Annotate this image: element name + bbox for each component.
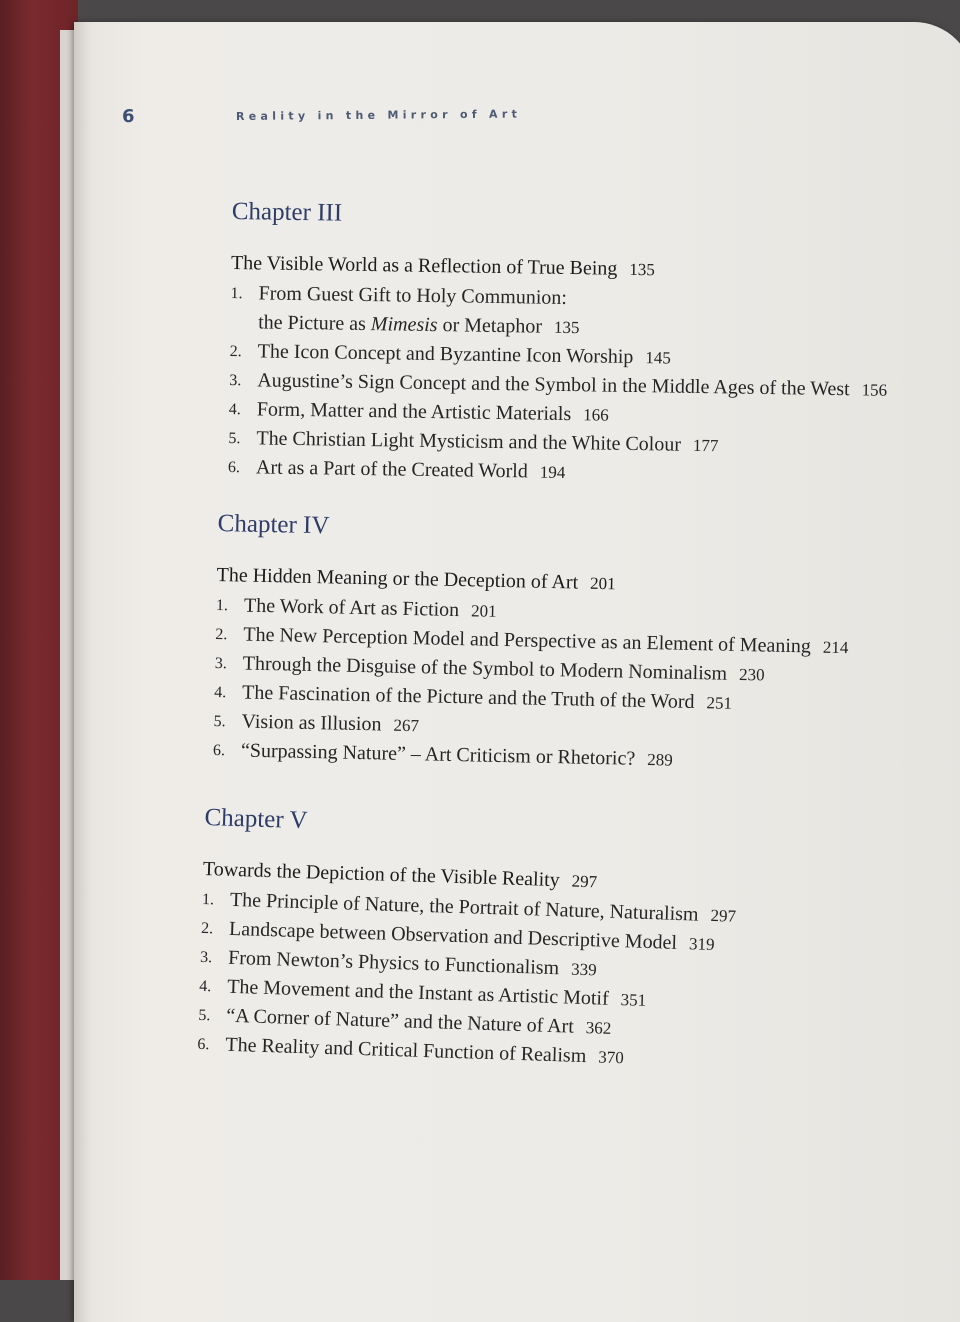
entry-title: Augustine’s Sign Concept and the Symbol in the Middle Ages of the West (257, 369, 850, 401)
entry-number: 5. (213, 712, 226, 731)
entry-list (213, 591, 850, 778)
entry-page: 267 (393, 715, 420, 736)
page-number: 6 (122, 106, 135, 127)
entry-page: 319 (688, 934, 715, 955)
entry-page: 214 (822, 637, 849, 658)
entry-number: 4. (199, 977, 212, 996)
entry-page: 156 (861, 380, 888, 400)
entry-title: The Principle of Nature, the Portrait of Nature, Naturalism (229, 888, 699, 926)
entry-number: 6. (227, 458, 241, 477)
section-title-text: The Hidden Meaning or the Deception of Art (216, 563, 579, 594)
continuation-text-end: or Metaphor (437, 314, 543, 338)
entry-number: 3. (199, 948, 213, 967)
entry-list (197, 885, 736, 1076)
entry-title: Form, Matter and the Artistic Materials (256, 398, 572, 426)
section-page: 201 (589, 573, 616, 594)
entry-title: “A Corner of Nature” and the Nature of Art (226, 1004, 575, 1038)
entry-page: 339 (570, 959, 597, 980)
entry-number: 5. (228, 429, 241, 448)
entry-title: Vision as Illusion (241, 710, 382, 736)
toc-entry (230, 279, 889, 347)
entry-title: “Surpassing Nature” – Art Criticism or Rhetoric? (240, 739, 636, 770)
entry-number: 1. (215, 596, 229, 615)
section-title-text: Towards the Depiction of the Visible Reality (202, 857, 561, 892)
section-page: 297 (571, 871, 598, 892)
entry-number: 4. (228, 400, 241, 419)
entry-title: The Work of Art as Fiction (243, 594, 460, 622)
entry-number: 6. (212, 741, 226, 760)
chapter-title: Chapter III (231, 198, 343, 227)
entry-number: 1. (201, 890, 215, 909)
book-page (74, 22, 960, 1322)
continuation-italic: Mimesis (370, 313, 438, 337)
entry-page: 251 (706, 693, 733, 713)
entry-page: 370 (597, 1047, 625, 1068)
entry-page: 297 (710, 905, 737, 926)
chapter-4 (213, 510, 851, 778)
entry-title: The Movement and the Instant as Artistic Motif (226, 975, 610, 1010)
entry-page: 351 (620, 990, 647, 1010)
chapter-title: Chapter V (204, 804, 308, 835)
entry-title: The New Perception Model and Perspective as an Element of Meaning (243, 623, 812, 658)
running-head: Reality in the Mirror of Art (235, 107, 522, 123)
entry-title: The Icon Concept and Byzantine Icon Worship (257, 340, 634, 368)
entry-number: 3. (229, 371, 242, 390)
chapter-5 (197, 804, 739, 1076)
entry-title: Art as a Part of the Created World (255, 456, 528, 483)
entry-title: The Fascination of the Picture and the Truth of the Word (241, 681, 695, 714)
entry-list (228, 279, 889, 492)
entry-title: Landscape between Observation and Descriptive Model (228, 917, 678, 954)
entry-page: 201 (470, 601, 497, 621)
entry-page: 166 (583, 405, 609, 425)
entry-number: 6. (197, 1035, 210, 1054)
entry-page: 177 (692, 435, 719, 456)
entry-number: 2. (215, 625, 228, 644)
entry-number: 2. (200, 919, 214, 938)
section-title-text: The Visible World as a Reflection of True Being (230, 251, 618, 280)
entry-number: 4. (214, 683, 227, 702)
entry-number: 2. (229, 342, 242, 361)
entry-title: Through the Disguise of the Symbol to Modern Nominalism (242, 652, 728, 685)
entry-page: 362 (585, 1018, 612, 1038)
entry-page: 230 (738, 664, 765, 685)
entry-page: 289 (647, 750, 673, 770)
entry-title: From Newton’s Physics to Functionalism (227, 946, 560, 980)
entry-page: 135 (553, 317, 580, 338)
chapter-3 (228, 198, 890, 492)
chapter-title: Chapter IV (217, 510, 330, 540)
entry-title: The Christian Light Mysticism and the White Colour (256, 427, 682, 456)
entry-title: The Reality and Critical Function of Realism (225, 1033, 587, 1068)
entry-title: From Guest Gift to Holy Communion: (258, 282, 568, 309)
entry-number: 5. (198, 1006, 211, 1025)
entry-page: 194 (539, 462, 566, 482)
entry-number: 3. (214, 654, 227, 673)
entry-page: 145 (645, 348, 672, 368)
section-page: 135 (629, 259, 656, 280)
entry-number: 1. (230, 284, 243, 303)
continuation-text: the Picture as (257, 311, 372, 336)
